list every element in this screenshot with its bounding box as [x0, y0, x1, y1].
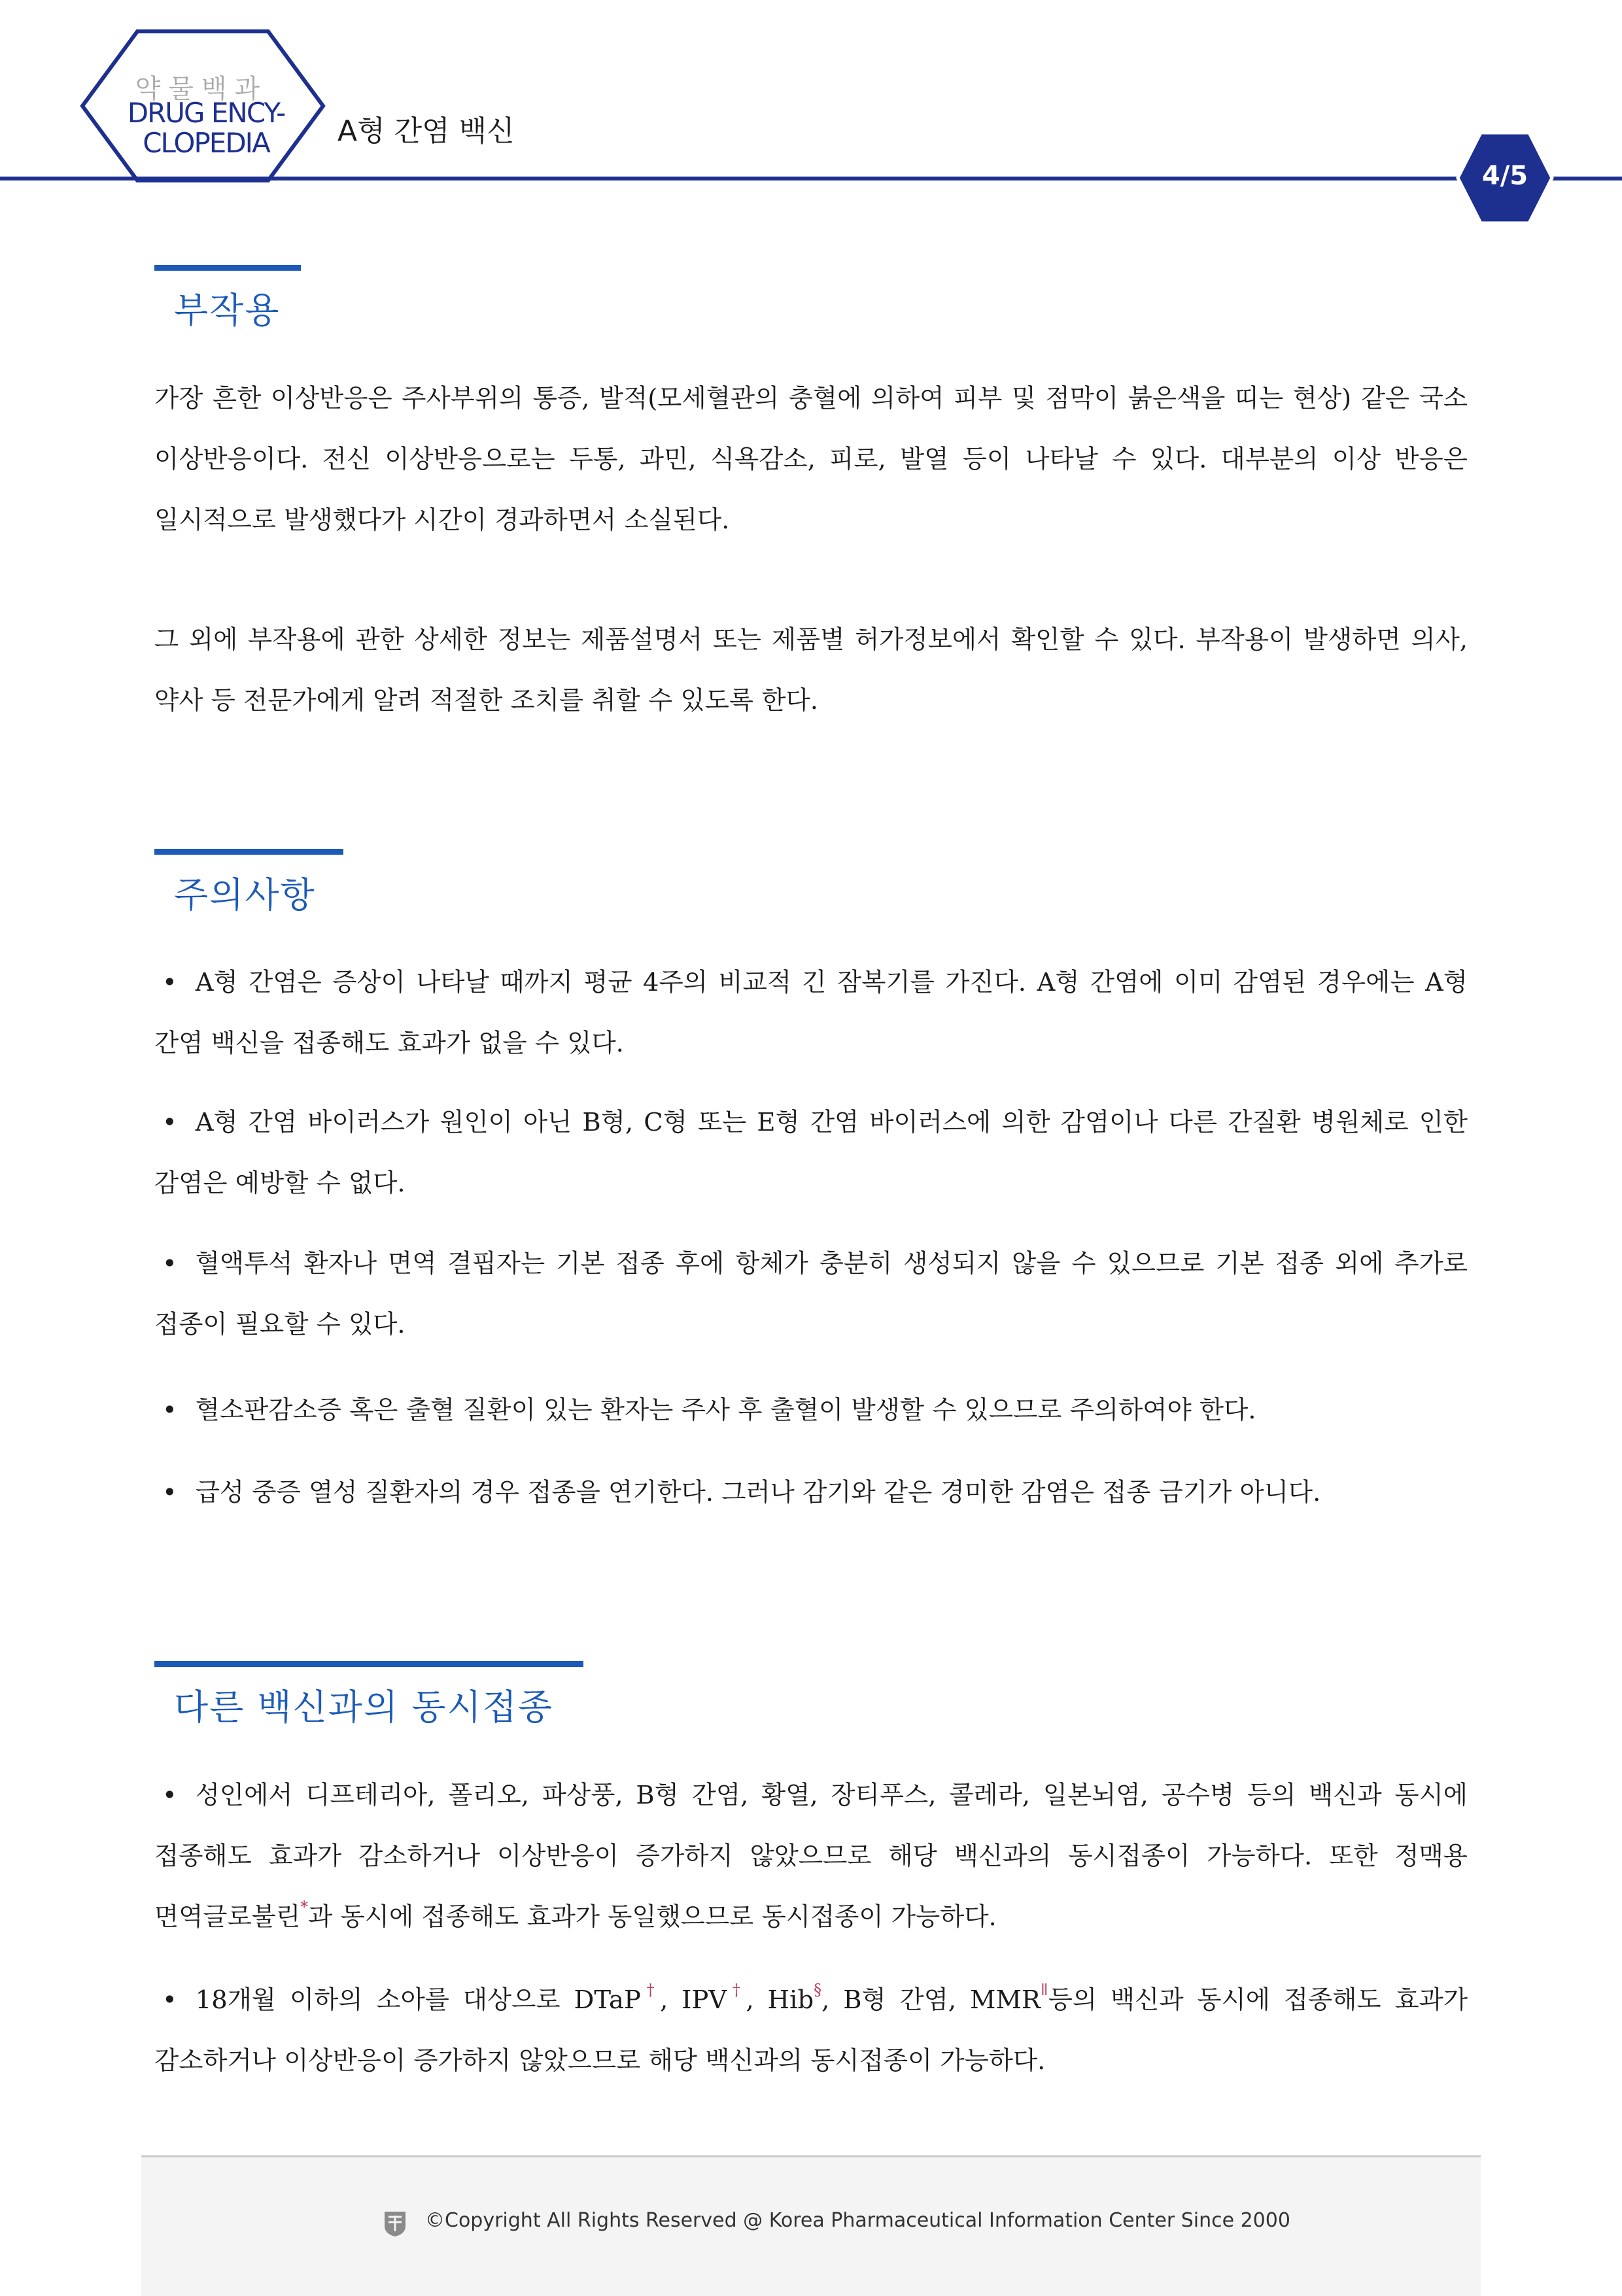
side-effects-paragraph-1: 가장 흔한 이상반응은 주사부위의 통증, 발적(모세혈관의 충혈에 의하여 피부 및 점막이 붉은색을 띠는 현상) 같은 국소 이상반응이다. 전신 이상반응으로는 두통, 과민, 식욕감소, 피로, 발열 등이 나타날 수 있다. 대부분의 이상 반응은 일시적으로 발생했다가 시간이 경과하면서 소실된다. [154, 384, 1468, 535]
bullet-icon: • [162, 1396, 177, 1425]
footnote-mark: ǁ [1040, 1981, 1048, 1999]
section-bar-side-effects [154, 265, 301, 271]
footnote-mark: † [727, 1981, 746, 1999]
precaution-text: 혈액투석 환자나 면역 결핍자는 기본 접종 후에 항체가 충분히 생성되지 않을 수 있으므로 기본 접종 외에 추가로 접종이 필요할 수 있다. [154, 1249, 1468, 1339]
section-title-side-effects: 부작용 [174, 290, 281, 331]
footnote-mark: † [640, 1981, 661, 1999]
bullet-icon: • [162, 1985, 177, 2015]
copyright-text: ©Copyright All Rights Reserved @ Korea Pharmaceutical Information Center Since 2000 [425, 2209, 1290, 2232]
coadmin-text: 등의 백신과 동시에 접종해도 효과가 감소하거나 이상반응이 증가하지 않았으므로 해당 백신과의 동시접종이 가능하다. [154, 1985, 1468, 2076]
section-bar-coadministration [154, 1661, 583, 1667]
coadmin-text: 18개월 이하의 소아를 대상으로 DTaP [195, 1985, 641, 2015]
page-number: 4/5 [1481, 161, 1528, 191]
precaution-text: 혈소판감소증 혹은 출혈 질환이 있는 환자는 주사 후 출혈이 발생할 수 있으므로 주의하여야 한다. [195, 1396, 1256, 1425]
precaution-item [154, 1462, 1468, 1523]
coadmin-text: 성인에서 디프테리아, 폴리오, 파상풍, B형 간염, 황열, 장티푸스, 콜레라, 일본뇌염, 공수병 등의 백신과 동시에 접종해도 효과가 감소하거나 이상반응이 증가하지 않았으므로 해당 백신과의 동시접종이 가능하다. 또한 정맥용 면역글로불린 [154, 1781, 1468, 1932]
coadmin-item-adults [154, 1765, 1468, 1947]
bullet-icon: • [162, 968, 177, 997]
coadmin-text: , IPV [660, 1985, 727, 2015]
precaution-text: 급성 중증 열성 질환자의 경우 접종을 연기한다. 그러나 감기와 같은 경미한 감염은 접종 금기가 아니다. [195, 1478, 1321, 1507]
coadmin-text: , Hib [746, 1985, 814, 2015]
section-bar-precautions [154, 849, 343, 855]
bullet-icon: • [162, 1108, 177, 1137]
precaution-item [154, 1092, 1468, 1214]
section-title-precautions: 주의사항 [174, 874, 316, 916]
bullet-icon: • [162, 1478, 177, 1507]
precaution-item [154, 1380, 1468, 1441]
precaution-text: A형 간염 바이러스가 원인이 아닌 B형, C형 또는 E형 간염 바이러스에 의한 감염이나 다른 간질환 병원체로 인한 감염은 예방할 수 없다. [154, 1108, 1468, 1198]
header-rule [0, 177, 1622, 180]
logo-english-text: DRUG ENCY- CLOPEDIA [127, 97, 285, 159]
logo-korean-text: 약물백과 [135, 74, 268, 104]
document-title: A형 간염 백신 [337, 114, 515, 148]
coadmin-text: , B형 간염, MMR [821, 1985, 1041, 2015]
precaution-item [154, 952, 1468, 1074]
precaution-text: A형 간염은 증상이 나타날 때까지 평균 4주의 비교적 긴 잠복기를 가진다. A형 간염에 이미 감염된 경우에는 A형 간염 백신을 접종해도 효과가 없을 수 있다. [154, 968, 1468, 1058]
bullet-icon: • [162, 1781, 177, 1810]
section-title-coadministration: 다른 백신과의 동시접종 [174, 1687, 553, 1728]
seal-icon [383, 2209, 407, 2238]
coadmin-text: 과 동시에 접종해도 효과가 동일했으므로 동시접종이 가능하다. [308, 1902, 997, 1932]
side-effects-paragraph-2: 그 외에 부작용에 관한 상세한 정보는 제품설명서 또는 제품별 허가정보에서 확인할 수 있다. 부작용이 발생하면 의사, 약사 등 전문가에게 알려 적절한 조치를 취할 수 있도록 한다. [154, 625, 1468, 715]
footnote-mark: * [300, 1898, 309, 1916]
footnote-mark: § [814, 1981, 822, 1999]
bullet-icon: • [162, 1249, 177, 1278]
coadmin-item-children [154, 1970, 1468, 2091]
precaution-item [154, 1233, 1468, 1355]
